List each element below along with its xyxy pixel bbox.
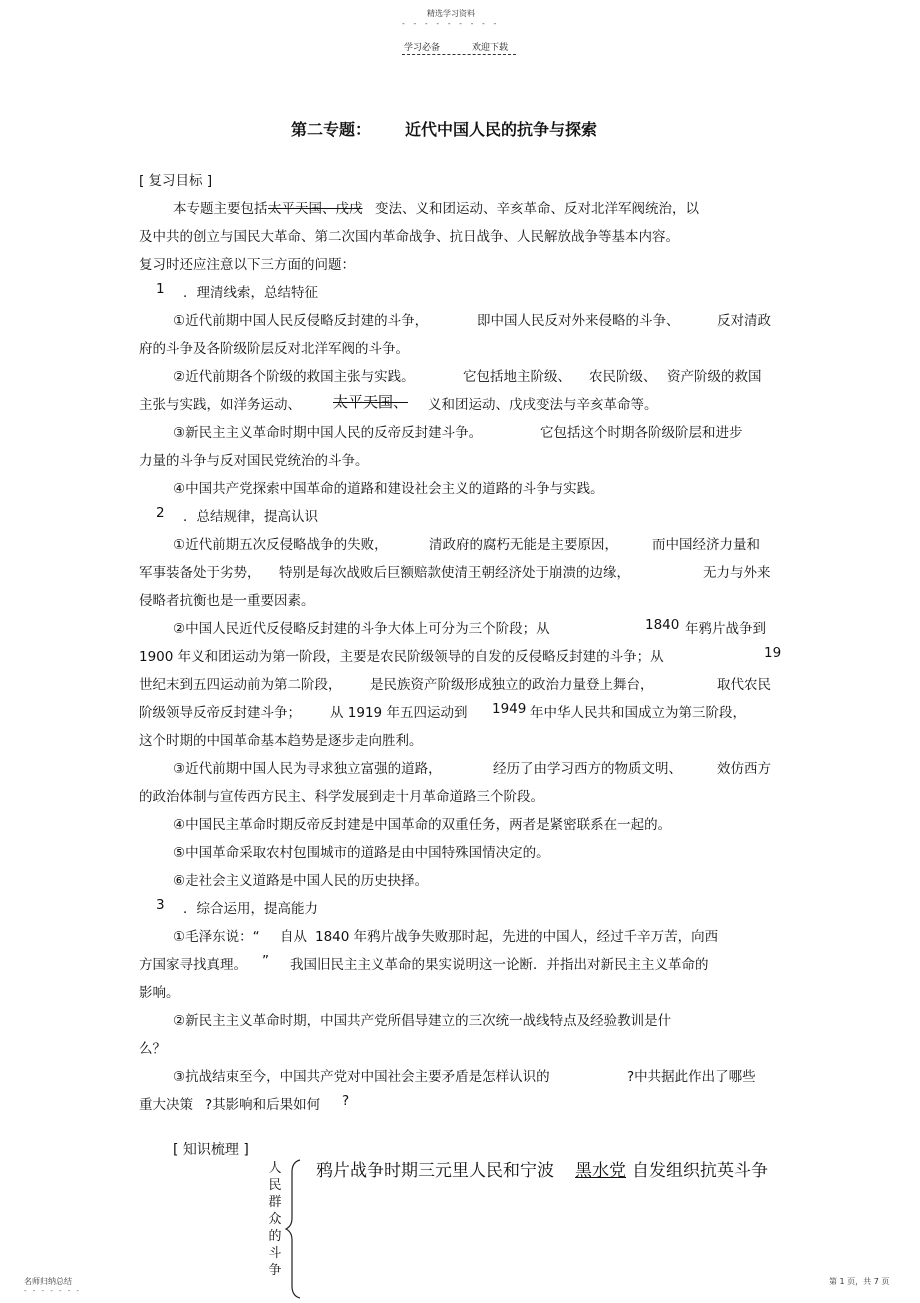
- knowledge-line1-a: 鸦片战争时期三元里人民和宁波: [316, 1161, 554, 1181]
- s3-p1-d: 方国家寻找真理。: [139, 957, 247, 973]
- s3-p3-c: 重大决策: [139, 1097, 193, 1113]
- s2-p2-m: 这个时期的中国革命基本趋势是逐步走向胜利。: [139, 733, 423, 749]
- s1-p1-a: ①近代前期中国人民反侵略反封建的斗争，: [173, 313, 429, 329]
- s2-p2-j: 从 1919 年五四运动到: [330, 705, 468, 721]
- section2-number: 2: [156, 505, 165, 521]
- s1-p1-d: 府的斗争及各阶级阶层反对北洋军阀的斗争。: [139, 341, 409, 357]
- s2-p6: ⑥走社会主义道路是中国人民的历史抉择。: [173, 873, 429, 889]
- s2-p3-d: 的政治体制与宣传西方民主、科学发展到走十月革命道路三个阶段。: [139, 789, 544, 805]
- section3-number: 3: [156, 897, 165, 913]
- s2-p2-a: ②中国人民近代反侵略反封建的斗争大体上可分为三个阶段；从: [173, 621, 550, 637]
- top-dots: - - - - - - - - -: [402, 19, 500, 28]
- s2-p2-h: 取代农民: [717, 677, 771, 693]
- s2-p2-d: 1900 年义和团运动为第一阶段，主要是农民阶级领导的自发的反侵略反封建的斗争；从: [139, 649, 664, 665]
- s2-p2-f: 世纪末到五四运动前为第二阶段，: [139, 677, 342, 693]
- s1-p2-e: 主张与实践，如洋务运动、: [139, 397, 301, 413]
- s1-p2-g: 义和团运动、戊戌变法与辛亥革命等。: [428, 397, 658, 413]
- s2-p5: ⑤中国革命采取农村包围城市的道路是由中国特殊国情决定的。: [173, 845, 550, 861]
- knowledge-line1-c: 自发组织抗英斗争: [632, 1161, 768, 1181]
- s1-p2-b: 它包括地主阶级、: [463, 369, 571, 385]
- s2-p1-b: 清政府的腐朽无能是主要原因，: [429, 537, 618, 553]
- intro-line-1a: 本专题主要包括: [173, 201, 268, 217]
- title-prefix: 第二专题：: [291, 120, 372, 139]
- s2-p3-c: 效仿西方: [717, 761, 771, 777]
- s2-p2-e: 19: [764, 645, 782, 661]
- s1-p2-d: 资产阶级的救国: [667, 369, 762, 385]
- s1-p2-a: ②近代前期各个阶级的救国主张与实践。: [173, 369, 415, 385]
- s1-p1-c: 反对清政: [717, 313, 771, 329]
- brace-icon: [284, 1158, 306, 1300]
- s1-p3-b: 它包括这个时期各阶级阶层和进步: [540, 425, 743, 441]
- s3-p3-d: ?其影响和后果如何: [205, 1097, 321, 1113]
- knowledge-heading: [ 知识梳理 ]: [173, 1142, 249, 1158]
- s3-p1-c: 1840 年鸦片战争失败那时起，先进的中国人，经过千辛万苦，向西: [315, 929, 719, 945]
- header-rule: [402, 54, 516, 55]
- s2-p1-a: ①近代前期五次反侵略战争的失败，: [173, 537, 388, 553]
- s3-p3-b: ?中共据此作出了哪些: [627, 1069, 756, 1085]
- s2-p2-c: 年鸦片战争到: [685, 621, 766, 637]
- s2-p1-g: 侵略者抗衡也是一重要因素。: [139, 593, 315, 609]
- section2-title: ．总结规律，提高认识: [183, 509, 318, 525]
- intro-line-1b: 太平天国、戊戌: [268, 201, 363, 217]
- s3-p1-f: 我国旧民主主义革命的果实说明这一论断．并指出对新民主主义革命的: [290, 957, 709, 973]
- header-left-label: 学习必备: [404, 43, 441, 53]
- review-goal-heading: [ 复习目标 ]: [139, 173, 213, 189]
- header-right-label: 欢迎下载: [472, 43, 509, 53]
- page-number: 第 1 页，共 7 页: [829, 1277, 890, 1286]
- s3-p2-b: 么？: [139, 1041, 166, 1057]
- s2-p2-g: 是民族资产阶级形成独立的政治力量登上舞台，: [370, 677, 654, 693]
- intro-line-3: 复习时还应注意以下三方面的问题：: [139, 257, 355, 273]
- s2-p2-l: 年中华人民共和国成立为第三阶段，: [530, 705, 746, 721]
- s1-p3-a: ③新民主主义革命时期中国人民的反帝反封建斗争。: [173, 425, 483, 441]
- s3-p2-a: ②新民主主义革命时期，中国共产党所倡导建立的三次统一战线特点及经验教训是什: [173, 1013, 672, 1029]
- s2-p4: ④中国民主革命时期反帝反封建是中国革命的双重任务，两者是紧密联系在一起的。: [173, 817, 672, 833]
- s2-p1-c: 而中国经济力量和: [652, 537, 760, 553]
- s3-p1-a: ①毛泽东说：“: [173, 929, 260, 945]
- s1-p2-f: 太平天国、: [333, 393, 409, 411]
- s2-p2-i: 阶级领导反帝反封建斗争；: [139, 705, 301, 721]
- page-title: 近代中国人民的抗争与探索: [405, 120, 598, 139]
- s3-p1-g: 影响。: [139, 985, 180, 1001]
- vertical-label: 人民群众的斗争: [268, 1161, 282, 1278]
- s2-p1-d: 军事装备处于劣势，: [139, 565, 261, 581]
- s3-p3-a: ③抗战结束至今，中国共产党对中国社会主要矛盾是怎样认识的: [173, 1069, 550, 1085]
- s2-p2-k: 1949: [492, 701, 527, 717]
- section1-number: 1: [156, 281, 165, 297]
- top-label: 精选学习资料: [427, 9, 475, 18]
- s1-p4: ④中国共产党探索中国革命的道路和建设社会主义的道路的斗争与实践。: [173, 481, 604, 497]
- s1-p1-b: 即中国人民反对外来侵略的斗争、: [477, 313, 680, 329]
- s2-p1-f: 无力与外来: [703, 565, 771, 581]
- s1-p2-c: 农民阶级、: [589, 369, 657, 385]
- intro-line-2: 及中共的创立与国民大革命、第二次国内革命战争、抗日战争、人民解放战争等基本内容。: [139, 229, 679, 245]
- footer-left-dots: - - - - - - -: [24, 1287, 82, 1295]
- s2-p3-a: ③近代前期中国人民为寻求独立富强的道路，: [173, 761, 442, 777]
- section1-title: ．理清线索，总结特征: [183, 285, 318, 301]
- s3-p3-e: ?: [342, 1093, 350, 1109]
- s2-p3-b: 经历了由学习西方的物质文明、: [493, 761, 682, 777]
- s1-p3-c: 力量的斗争与反对国民党统治的斗争。: [139, 453, 369, 469]
- s3-p1-b: 自从: [280, 929, 307, 945]
- s3-p1-e: ”: [262, 953, 269, 969]
- s2-p1-e: 特别是每次战败后巨额赔款使清王朝经济处于崩溃的边缘，: [279, 565, 630, 581]
- s2-p2-b: 1840: [645, 617, 680, 633]
- section3-title: ．综合运用，提高能力: [183, 901, 318, 917]
- knowledge-line1-b: 黑水党: [575, 1161, 626, 1181]
- footer-left: 名师归纳总结: [24, 1277, 72, 1286]
- intro-line-1c: 变法、义和团运动、辛亥革命、反对北洋军阀统治，以: [375, 201, 699, 217]
